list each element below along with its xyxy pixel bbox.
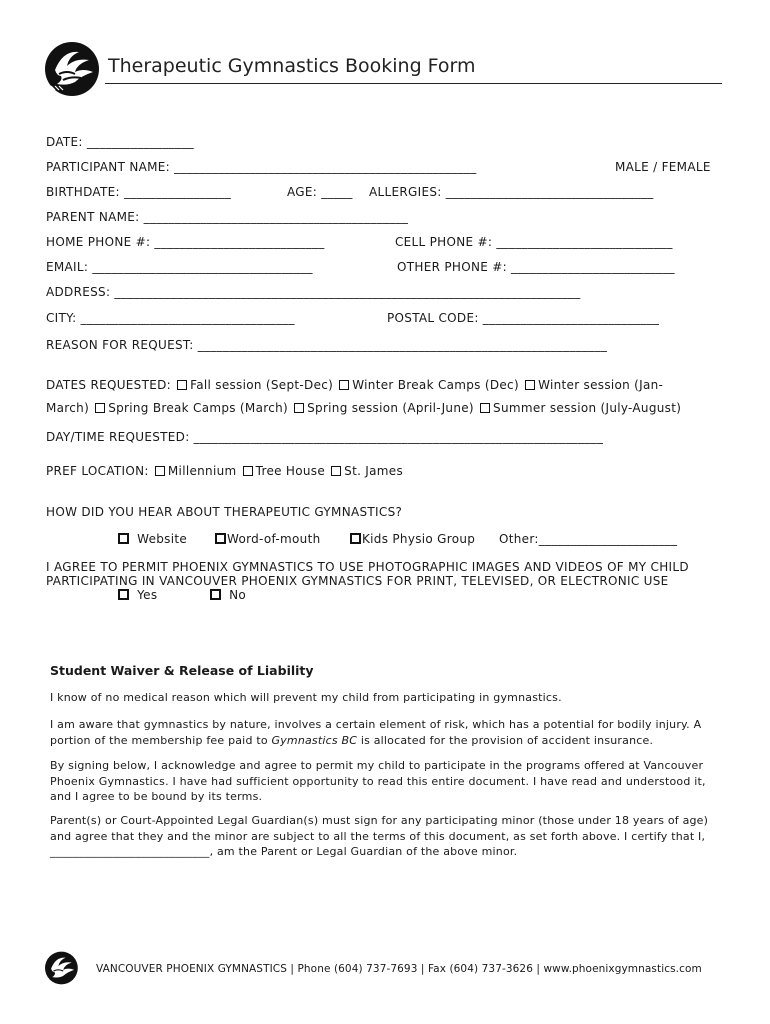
footer-contact: VANCOUVER PHOENIX GYMNASTICS | Phone (604) 737-7693 | Fax (604) 737-3626 | www.phoenixgymnastics.com [96, 963, 702, 975]
age-field[interactable]: AGE: _____ [287, 185, 353, 199]
option-st-james: St. James [344, 464, 404, 478]
hear-website [116, 532, 187, 546]
checkbox-spring-break[interactable] [95, 403, 105, 413]
pref-location-line [46, 464, 403, 478]
option-winter-session-cont: March) [46, 401, 90, 415]
cell-phone-field[interactable]: CELL PHONE #: ____________________________ [395, 235, 673, 249]
option-summer-session: Summer session (July-August) [493, 401, 682, 415]
option-spring-break: Spring Break Camps (March) [108, 401, 288, 415]
hear-kids-physio [348, 532, 475, 546]
other-phone-field[interactable]: OTHER PHONE #: __________________________ [397, 260, 675, 274]
option-word-of-mouth: Word-of-mouth [227, 532, 321, 546]
parent-name-field[interactable]: PARENT NAME: __________________________________________ [46, 210, 409, 224]
waiver-heading: Student Waiver & Release of Liability [50, 663, 314, 678]
checkbox-fall[interactable] [177, 380, 187, 390]
participant-name-field[interactable]: PARTICIPANT NAME: ________________________________________________ [46, 160, 477, 174]
option-no: No [229, 588, 247, 602]
dates-requested-line1 [46, 378, 663, 392]
title-rule [105, 83, 722, 84]
city-field[interactable]: CITY: __________________________________ [46, 311, 295, 325]
email-field[interactable]: EMAIL: ___________________________________ [46, 260, 313, 274]
option-yes: Yes [137, 588, 158, 602]
option-spring-session: Spring session (April-June) [307, 401, 474, 415]
hear-other-field[interactable]: Other:______________________ [499, 532, 678, 546]
checkbox-no[interactable] [210, 589, 221, 600]
consent-yes [116, 588, 157, 602]
waiver-paragraph-1: I know of no medical reason which will prevent my child from participating in gymnastics. [50, 691, 562, 704]
home-phone-field[interactable]: HOME PHONE #: ___________________________ [46, 235, 325, 249]
hear-about-question: HOW DID YOU HEAR ABOUT THERAPEUTIC GYMNASTICS? [46, 505, 403, 519]
waiver-p2-text-end: is allocated for the provision of accident insurance. [357, 733, 654, 747]
option-tree-house: Tree House [255, 464, 326, 478]
dates-requested-line2 [46, 401, 681, 415]
consent-line1: I AGREE TO PERMIT PHOENIX GYMNASTICS TO USE PHOTOGRAPHIC IMAGES AND VIDEOS OF MY CHILD [46, 560, 689, 574]
option-winter-break: Winter Break Camps (Dec) [352, 378, 519, 392]
checkbox-kids-physio[interactable] [350, 533, 361, 544]
checkbox-winter-break[interactable] [339, 380, 349, 390]
checkbox-millennium[interactable] [155, 466, 165, 476]
checkbox-winter-session[interactable] [525, 380, 535, 390]
consent-no [208, 588, 246, 602]
day-time-field[interactable]: DAY/TIME REQUESTED: _________________________________________________________________ [46, 430, 604, 444]
waiver-paragraph-4: Parent(s) or Court-Appointed Legal Guardian(s) must sign for any participating minor (those under 18 years of age) and agree that they and the minor are subject to all the terms of this document, as set forth above. I certify that I, ____________________________, am the Parent or Legal Guardian of the above minor. [50, 814, 709, 858]
hear-word-of-mouth [213, 532, 320, 546]
allergies-field[interactable]: ALLERGIES: _________________________________ [369, 185, 654, 199]
address-field[interactable]: ADDRESS: __________________________________________________________________________ [46, 285, 581, 299]
checkbox-yes[interactable] [118, 589, 129, 600]
checkbox-summer-session[interactable] [480, 403, 490, 413]
pref-location-label: PREF LOCATION: [46, 464, 149, 478]
checkbox-word-of-mouth[interactable] [215, 533, 226, 544]
option-winter-session: Winter session (Jan- [538, 378, 664, 392]
option-kids-physio: Kids Physio Group [362, 532, 476, 546]
postal-code-field[interactable]: POSTAL CODE: ____________________________ [387, 311, 660, 325]
date-field[interactable]: DATE: _________________ [46, 135, 194, 149]
checkbox-st-james[interactable] [331, 466, 341, 476]
waiver-p2-text: I am aware that gymnastics by nature, involves a certain element of risk, which has a potential for bodily injury. A portion of the membership fee paid to [50, 718, 702, 747]
waiver-p2-emphasis: Gymnastics BC [271, 733, 358, 747]
checkbox-website[interactable] [118, 533, 129, 544]
checkbox-spring-session[interactable] [294, 403, 304, 413]
phoenix-logo [45, 40, 101, 98]
page-title: Therapeutic Gymnastics Booking Form [108, 55, 476, 77]
waiver-paragraph-2 [50, 717, 730, 748]
dates-requested-label: DATES REQUESTED: [46, 378, 171, 392]
option-website: Website [137, 532, 188, 546]
birthdate-field[interactable]: BIRTHDATE: _________________ [46, 185, 232, 199]
reason-field[interactable]: REASON FOR REQUEST: _________________________________________________________________ [46, 338, 608, 352]
consent-line2: PARTICIPATING IN VANCOUVER PHOENIX GYMNASTICS FOR PRINT, TELEVISED, OR ELECTRONIC USE [46, 574, 669, 588]
waiver-paragraph-3: By signing below, I acknowledge and agree to permit my child to participate in the programs offered at Vancouver Phoenix Gymnastics. I have had sufficient opportunity to read this entire document. I have read and understood it, and I agree to be bound by its terms. [50, 759, 706, 803]
option-fall: Fall session (Sept-Dec) [190, 378, 334, 392]
footer-logo [45, 950, 79, 986]
checkbox-tree-house[interactable] [243, 466, 253, 476]
option-millennium: Millennium [167, 464, 237, 478]
gender-field[interactable]: MALE / FEMALE [615, 160, 711, 174]
